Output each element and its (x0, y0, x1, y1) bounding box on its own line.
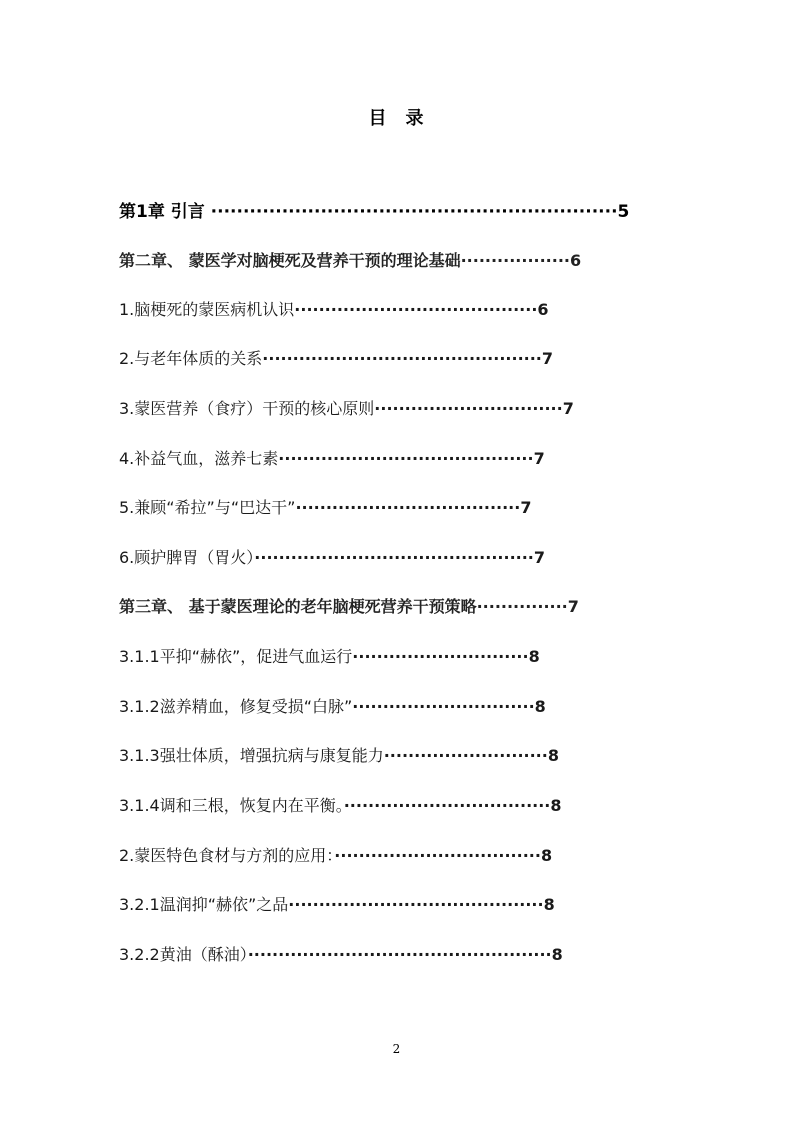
toc-entry[interactable] (119, 348, 553, 370)
toc-entry-page: 6 (537, 300, 549, 319)
toc-entry-page: 8 (550, 796, 562, 815)
toc-title-char-1: 目 (368, 108, 388, 129)
toc-entry-page: 8 (543, 895, 555, 914)
toc-entry-label: 3.1.3强壮体质，增强抗病与康复能力 (119, 746, 384, 765)
toc-leader-dots: ··············· (476, 597, 568, 616)
toc-entry-label: 3.1.2滋养精血，修复受损“白脉” (119, 697, 353, 716)
toc-entry[interactable] (119, 250, 581, 272)
toc-entry[interactable] (119, 448, 545, 470)
toc-entry-label: 第三章、 基于蒙医理论的老年脑梗死营养干预策略 (119, 597, 477, 616)
toc-entry-page: 8 (540, 846, 553, 865)
toc-leader-dots: ······························································· (210, 202, 618, 222)
toc-entry-page: 7 (520, 498, 532, 517)
toc-entry[interactable] (119, 944, 563, 966)
toc-entry-page: 7 (533, 449, 545, 468)
toc-entry-label: 3.1.1平抑“赫依”，促进气血运行 (119, 647, 353, 666)
toc-entry-page: 7 (562, 399, 574, 418)
toc-entry-label: 3.2.1温润抑“赫依”之品 (119, 895, 289, 914)
toc-entry-page: 8 (547, 746, 559, 765)
toc-entry-label: 第二章、 蒙医学对脑梗死及营养干预的理论基础 (119, 251, 461, 270)
toc-leader-dots: ········································ (294, 300, 538, 319)
toc-entry[interactable] (119, 845, 552, 867)
toc-leader-dots: ·············································· (262, 349, 542, 368)
toc-leader-dots: ·································· (343, 796, 551, 815)
toc-entry-label: 4.补益气血，滋养七素 (119, 449, 279, 468)
toc-leader-dots: ······························· (374, 399, 563, 418)
toc-entry-page: 6 (569, 251, 582, 270)
toc-entry[interactable] (119, 696, 546, 718)
toc-entry[interactable] (119, 299, 549, 321)
toc-leader-dots: ·················· (460, 251, 570, 270)
toc-entry[interactable] (119, 201, 629, 223)
toc-leader-dots: ·································· (334, 846, 541, 865)
toc-entry-label: 5.兼顾“希拉”与“巴达干” (119, 498, 296, 517)
toc-entry[interactable] (119, 497, 531, 519)
toc-leader-dots: ·············································· (254, 548, 534, 567)
toc-entry-page: 8 (534, 697, 546, 716)
toc-leader-dots: ····································· (295, 498, 521, 517)
toc-entry-label: 3.1.4调和三根，恢复内在平衡。 (119, 796, 344, 815)
toc-entry-label: 3.2.2黄油（酥油） (119, 945, 248, 964)
toc-title-char-2: 录 (405, 108, 425, 129)
toc-entry-label: 1.脑梗死的蒙医病机认识 (119, 300, 295, 319)
toc-entry-page: 7 (533, 548, 546, 567)
toc-entry-page: 8 (551, 945, 563, 964)
toc-entry[interactable] (119, 398, 574, 420)
toc-entry[interactable] (119, 646, 540, 668)
toc-entry[interactable] (119, 745, 559, 767)
toc-leader-dots: ····························· (352, 647, 529, 666)
toc-entry-label: 3.蒙医营养（食疗）干预的核心原则 (119, 399, 375, 418)
toc-entry[interactable] (119, 894, 555, 916)
toc-entry-label: 2.蒙医特色食材与方剂的应用： (119, 846, 335, 865)
toc-leader-dots: ·········································· (288, 895, 544, 914)
toc-leader-dots: ·················································· (247, 945, 552, 964)
toc-leader-dots: ··························· (383, 746, 548, 765)
toc-entry-label: 6.顾护脾胃（胃火） (119, 548, 255, 567)
toc-entry[interactable] (119, 547, 545, 569)
toc-entry-label: 2.与老年体质的关系 (119, 349, 263, 368)
toc-entry[interactable] (119, 795, 562, 817)
toc-entry-page: 5 (617, 202, 630, 222)
page-number: 2 (392, 1042, 401, 1056)
toc-title (0, 104, 793, 130)
toc-entry-label: 第1章 引言 (119, 202, 211, 222)
toc-leader-dots: ·········································· (278, 449, 534, 468)
toc-entry-page: 7 (567, 597, 579, 616)
toc-entry[interactable] (119, 596, 579, 618)
toc-leader-dots: ······························ (352, 697, 535, 716)
toc-entry-page: 8 (528, 647, 540, 666)
toc-entry-page: 7 (541, 349, 554, 368)
